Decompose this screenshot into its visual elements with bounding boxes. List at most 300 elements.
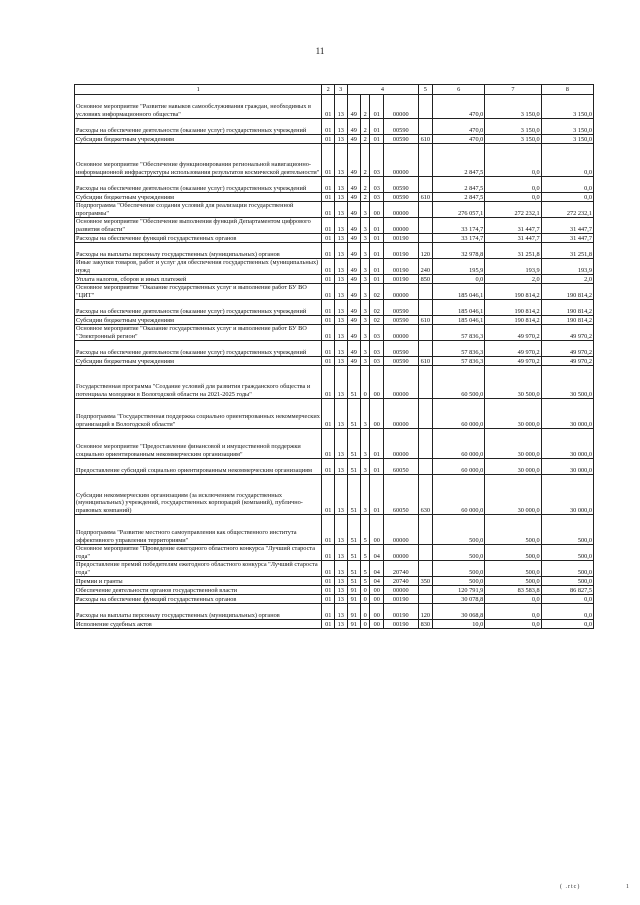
amount-year2-cell: 0,0 — [485, 604, 541, 620]
subsection-code-cell: 13 — [334, 515, 347, 545]
expense-type-cell — [418, 234, 433, 243]
direction-code-cell: 00190 — [384, 234, 418, 243]
program-code-cell: 51 — [347, 429, 361, 459]
activity-code-cell: 01 — [370, 275, 384, 284]
program-code-cell: 51 — [347, 545, 361, 561]
amount-year1-cell: 60 000,0 — [433, 429, 485, 459]
activity-code-cell: 01 — [370, 475, 384, 515]
amount-year2-cell: 0,0 — [485, 177, 541, 193]
table-row — [75, 300, 594, 316]
expense-type-cell: 610 — [418, 135, 433, 144]
subprogram-code-cell: 2 — [361, 135, 370, 144]
direction-code-cell: 00000 — [384, 284, 418, 300]
subsection-code-cell: 13 — [334, 561, 347, 577]
direction-code-cell: 00590 — [384, 135, 418, 144]
row-name-cell: Исполнение судебных актов — [75, 620, 322, 629]
program-code-cell: 49 — [347, 357, 361, 366]
expense-type-cell — [418, 515, 433, 545]
section-code-cell: 01 — [322, 341, 335, 357]
row-name-cell: Расходы на обеспечение деятельности (оказание услуг) государственных учреждений — [75, 341, 322, 357]
table-row — [75, 275, 594, 284]
table-row — [75, 604, 594, 620]
table-row — [75, 135, 594, 144]
activity-code-cell: 01 — [370, 243, 384, 259]
subprogram-code-cell: 0 — [361, 595, 370, 604]
row-name-cell: Расходы на выплаты персоналу государственных (муниципальных) органов — [75, 604, 322, 620]
activity-code-cell: 01 — [370, 459, 384, 475]
direction-code-cell: 00190 — [384, 604, 418, 620]
direction-code-cell: 20740 — [384, 561, 418, 577]
amount-year2-cell: 30 000,0 — [485, 429, 541, 459]
amount-year1-cell: 0,0 — [433, 275, 485, 284]
program-code-cell: 91 — [347, 595, 361, 604]
subsection-code-cell: 13 — [334, 366, 347, 399]
amount-year2-cell: 500,0 — [485, 561, 541, 577]
program-code-cell: 49 — [347, 341, 361, 357]
subprogram-code-cell: 3 — [361, 202, 370, 218]
expense-type-cell — [418, 95, 433, 119]
amount-year2-cell: 31 251,8 — [485, 243, 541, 259]
table-row — [75, 341, 594, 357]
header-cell-8: 8 — [541, 85, 593, 95]
subsection-code-cell: 13 — [334, 545, 347, 561]
program-code-cell: 51 — [347, 515, 361, 545]
activity-code-cell: 03 — [370, 177, 384, 193]
amount-year3-cell: 3 150,0 — [541, 135, 593, 144]
amount-year3-cell: 0,0 — [541, 177, 593, 193]
activity-code-cell: 03 — [370, 144, 384, 177]
header-cell-2: 2 — [322, 85, 335, 95]
amount-year2-cell: 500,0 — [485, 577, 541, 586]
program-code-cell: 51 — [347, 459, 361, 475]
activity-code-cell: 01 — [370, 95, 384, 119]
subprogram-code-cell: 2 — [361, 95, 370, 119]
expense-type-cell: 610 — [418, 193, 433, 202]
amount-year2-cell: 190 814,2 — [485, 300, 541, 316]
direction-code-cell: 20740 — [384, 577, 418, 586]
section-code-cell: 01 — [322, 357, 335, 366]
expense-type-cell — [418, 459, 433, 475]
row-name-cell: Подпрограмма "Развитие местного самоуправления как общественного института эффективного управления территориями" — [75, 515, 322, 545]
subsection-code-cell: 13 — [334, 595, 347, 604]
program-code-cell: 49 — [347, 193, 361, 202]
direction-code-cell: 60050 — [384, 459, 418, 475]
subprogram-code-cell: 5 — [361, 545, 370, 561]
amount-year1-cell: 470,0 — [433, 135, 485, 144]
expense-type-cell: 120 — [418, 604, 433, 620]
amount-year1-cell: 185 046,1 — [433, 316, 485, 325]
activity-code-cell: 04 — [370, 577, 384, 586]
activity-code-cell: 01 — [370, 429, 384, 459]
amount-year2-cell: 30 000,0 — [485, 475, 541, 515]
direction-code-cell: 00000 — [384, 95, 418, 119]
row-name-cell: Основное мероприятие "Развитие навыков самообслуживания граждан, необходимых в условиях информационного общества" — [75, 95, 322, 119]
program-code-cell: 51 — [347, 399, 361, 429]
table-row — [75, 515, 594, 545]
section-code-cell: 01 — [322, 202, 335, 218]
direction-code-cell: 00000 — [384, 399, 418, 429]
subprogram-code-cell: 5 — [361, 515, 370, 545]
expense-type-cell: 350 — [418, 577, 433, 586]
footer-mark: ( .rtc) — [560, 884, 581, 890]
section-code-cell: 01 — [322, 177, 335, 193]
subprogram-code-cell: 3 — [361, 341, 370, 357]
row-name-cell: Основное мероприятие "Предоставление финансовой и имущественной поддержки социально ориентированным некоммерческим организациям" — [75, 429, 322, 459]
direction-code-cell: 00190 — [384, 275, 418, 284]
program-code-cell: 49 — [347, 95, 361, 119]
table-row — [75, 577, 594, 586]
expense-type-cell — [418, 366, 433, 399]
subprogram-code-cell: 3 — [361, 300, 370, 316]
section-code-cell: 01 — [322, 300, 335, 316]
program-code-cell: 49 — [347, 259, 361, 275]
amount-year3-cell: 0,0 — [541, 620, 593, 629]
subsection-code-cell: 13 — [334, 357, 347, 366]
amount-year2-cell: 30 500,0 — [485, 366, 541, 399]
subprogram-code-cell: 3 — [361, 429, 370, 459]
expense-type-cell — [418, 545, 433, 561]
table-row — [75, 218, 594, 234]
expense-type-cell: 830 — [418, 620, 433, 629]
amount-year3-cell: 30 000,0 — [541, 429, 593, 459]
amount-year1-cell: 60 000,0 — [433, 399, 485, 429]
amount-year1-cell: 33 174,7 — [433, 218, 485, 234]
subsection-code-cell: 13 — [334, 119, 347, 135]
expense-type-cell — [418, 399, 433, 429]
direction-code-cell: 00000 — [384, 515, 418, 545]
amount-year2-cell: 30 000,0 — [485, 399, 541, 429]
expense-type-cell: 610 — [418, 316, 433, 325]
header-cell-4: 4 — [347, 85, 418, 95]
section-code-cell: 01 — [322, 577, 335, 586]
direction-code-cell: 00590 — [384, 357, 418, 366]
expense-type-cell — [418, 341, 433, 357]
program-code-cell: 49 — [347, 177, 361, 193]
amount-year3-cell: 272 232,1 — [541, 202, 593, 218]
program-code-cell: 51 — [347, 577, 361, 586]
row-name-cell: Основное мероприятие "Обеспечение выполнения функций Департаментом цифрового развития области" — [75, 218, 322, 234]
header-cell-3: 3 — [334, 85, 347, 95]
row-name-cell: Расходы на выплаты персоналу государственных (муниципальных) органов — [75, 243, 322, 259]
subprogram-code-cell: 0 — [361, 586, 370, 595]
amount-year1-cell: 32 978,8 — [433, 243, 485, 259]
amount-year1-cell: 57 836,3 — [433, 357, 485, 366]
subprogram-code-cell: 5 — [361, 561, 370, 577]
amount-year1-cell: 60 000,0 — [433, 475, 485, 515]
header-cell-6: 6 — [433, 85, 485, 95]
amount-year3-cell: 86 827,5 — [541, 586, 593, 595]
amount-year3-cell: 0,0 — [541, 604, 593, 620]
table-row — [75, 284, 594, 300]
amount-year3-cell: 500,0 — [541, 545, 593, 561]
subsection-code-cell: 13 — [334, 475, 347, 515]
subsection-code-cell: 13 — [334, 399, 347, 429]
program-code-cell: 91 — [347, 586, 361, 595]
table-row — [75, 620, 594, 629]
amount-year3-cell: 193,9 — [541, 259, 593, 275]
expense-type-cell: 850 — [418, 275, 433, 284]
activity-code-cell: 00 — [370, 399, 384, 429]
table-row — [75, 119, 594, 135]
subsection-code-cell: 13 — [334, 284, 347, 300]
activity-code-cell: 03 — [370, 341, 384, 357]
subprogram-code-cell: 0 — [361, 366, 370, 399]
table-row — [75, 595, 594, 604]
activity-code-cell: 00 — [370, 202, 384, 218]
program-code-cell: 49 — [347, 243, 361, 259]
subprogram-code-cell: 3 — [361, 357, 370, 366]
amount-year3-cell: 30 000,0 — [541, 459, 593, 475]
amount-year3-cell: 190 814,2 — [541, 284, 593, 300]
row-name-cell: Расходы на обеспечение функций государственных органов — [75, 234, 322, 243]
row-name-cell: Основное мероприятие "Обеспечение функционирования региональной навигационно-информационной инфраструктуры использования результатов космической деятельности" — [75, 144, 322, 177]
table-row — [75, 561, 594, 577]
row-name-cell: Премии и гранты — [75, 577, 322, 586]
row-name-cell: Уплата налогов, сборов и иных платежей — [75, 275, 322, 284]
section-code-cell: 01 — [322, 586, 335, 595]
subsection-code-cell: 13 — [334, 316, 347, 325]
subprogram-code-cell: 3 — [361, 275, 370, 284]
subprogram-code-cell: 3 — [361, 218, 370, 234]
expense-type-cell — [418, 429, 433, 459]
row-name-cell: Обеспечение деятельности органов государственной власти — [75, 586, 322, 595]
subprogram-code-cell: 3 — [361, 259, 370, 275]
direction-code-cell: 00000 — [384, 144, 418, 177]
amount-year1-cell: 185 046,1 — [433, 300, 485, 316]
activity-code-cell: 00 — [370, 595, 384, 604]
activity-code-cell: 04 — [370, 545, 384, 561]
amount-year2-cell: 0,0 — [485, 144, 541, 177]
subprogram-code-cell: 3 — [361, 399, 370, 429]
amount-year3-cell: 49 970,2 — [541, 357, 593, 366]
row-name-cell: Расходы на обеспечение функций государственных органов — [75, 595, 322, 604]
program-code-cell: 49 — [347, 202, 361, 218]
expense-type-cell — [418, 300, 433, 316]
activity-code-cell: 00 — [370, 515, 384, 545]
table-row — [75, 234, 594, 243]
amount-year3-cell: 31 251,8 — [541, 243, 593, 259]
header-cell-5: 5 — [418, 85, 433, 95]
activity-code-cell: 01 — [370, 234, 384, 243]
amount-year2-cell: 49 970,2 — [485, 357, 541, 366]
expense-type-cell — [418, 144, 433, 177]
subprogram-code-cell: 3 — [361, 284, 370, 300]
program-code-cell: 49 — [347, 144, 361, 177]
amount-year3-cell: 30 000,0 — [541, 399, 593, 429]
subprogram-code-cell: 3 — [361, 459, 370, 475]
program-code-cell: 51 — [347, 475, 361, 515]
subprogram-code-cell: 2 — [361, 177, 370, 193]
direction-code-cell: 00000 — [384, 202, 418, 218]
amount-year1-cell: 470,0 — [433, 119, 485, 135]
amount-year2-cell: 31 447,7 — [485, 218, 541, 234]
subsection-code-cell: 13 — [334, 459, 347, 475]
subsection-code-cell: 13 — [334, 193, 347, 202]
amount-year3-cell: 49 970,2 — [541, 341, 593, 357]
table-row — [75, 475, 594, 515]
amount-year1-cell: 500,0 — [433, 561, 485, 577]
subsection-code-cell: 13 — [334, 135, 347, 144]
subprogram-code-cell: 3 — [361, 234, 370, 243]
expense-type-cell: 610 — [418, 357, 433, 366]
amount-year3-cell: 30 500,0 — [541, 366, 593, 399]
budget-table — [74, 84, 594, 629]
row-name-cell: Субсидии бюджетным учреждениям — [75, 135, 322, 144]
amount-year2-cell: 83 583,8 — [485, 586, 541, 595]
subprogram-code-cell: 3 — [361, 316, 370, 325]
table-row — [75, 316, 594, 325]
direction-code-cell: 00590 — [384, 177, 418, 193]
expense-type-cell — [418, 561, 433, 577]
activity-code-cell: 00 — [370, 620, 384, 629]
amount-year1-cell: 57 836,3 — [433, 325, 485, 341]
table-row — [75, 357, 594, 366]
direction-code-cell: 00190 — [384, 595, 418, 604]
section-code-cell: 01 — [322, 399, 335, 429]
amount-year1-cell: 60 000,0 — [433, 459, 485, 475]
section-code-cell: 01 — [322, 284, 335, 300]
subsection-code-cell: 13 — [334, 144, 347, 177]
section-code-cell: 01 — [322, 545, 335, 561]
amount-year2-cell: 0,0 — [485, 595, 541, 604]
subsection-code-cell: 13 — [334, 177, 347, 193]
direction-code-cell: 00590 — [384, 300, 418, 316]
table-row — [75, 259, 594, 275]
row-name-cell: Государственная программа "Создание условий для развития гражданского общества и потенциала молодежи в Вологодской области на 2021-2025 годы" — [75, 366, 322, 399]
row-name-cell: Расходы на обеспечение деятельности (оказание услуг) государственных учреждений — [75, 177, 322, 193]
row-name-cell: Предоставление премий победителям ежегодного областного конкурса "Лучший староста года" — [75, 561, 322, 577]
amount-year2-cell: 0,0 — [485, 193, 541, 202]
subsection-code-cell: 13 — [334, 341, 347, 357]
row-name-cell: Субсидии некоммерческим организациям (за исключением государственных (муниципальных) учреждений, государственных корпораций (компаний), публично-правовых компаний) — [75, 475, 322, 515]
amount-year3-cell: 190 814,2 — [541, 316, 593, 325]
activity-code-cell: 01 — [370, 135, 384, 144]
amount-year1-cell: 33 174,7 — [433, 234, 485, 243]
program-code-cell: 91 — [347, 604, 361, 620]
subprogram-code-cell: 0 — [361, 604, 370, 620]
section-code-cell: 01 — [322, 595, 335, 604]
subprogram-code-cell: 2 — [361, 193, 370, 202]
amount-year2-cell: 190 814,2 — [485, 284, 541, 300]
section-code-cell: 01 — [322, 459, 335, 475]
direction-code-cell: 00590 — [384, 341, 418, 357]
expense-type-cell — [418, 202, 433, 218]
amount-year1-cell: 30 078,8 — [433, 595, 485, 604]
amount-year2-cell: 193,9 — [485, 259, 541, 275]
amount-year2-cell: 30 000,0 — [485, 459, 541, 475]
section-code-cell: 01 — [322, 475, 335, 515]
amount-year2-cell: 0,0 — [485, 620, 541, 629]
row-name-cell: Подпрограмма "Государственная поддержка социально ориентированных некоммерческих организаций в Вологодской области" — [75, 399, 322, 429]
subsection-code-cell: 13 — [334, 325, 347, 341]
table-row — [75, 325, 594, 341]
subsection-code-cell: 13 — [334, 275, 347, 284]
amount-year3-cell: 49 970,2 — [541, 325, 593, 341]
activity-code-cell: 02 — [370, 316, 384, 325]
direction-code-cell: 00590 — [384, 119, 418, 135]
amount-year2-cell: 31 447,7 — [485, 234, 541, 243]
amount-year2-cell: 49 970,2 — [485, 341, 541, 357]
activity-code-cell: 00 — [370, 366, 384, 399]
activity-code-cell: 03 — [370, 193, 384, 202]
subsection-code-cell: 13 — [334, 620, 347, 629]
amount-year3-cell: 500,0 — [541, 561, 593, 577]
amount-year1-cell: 500,0 — [433, 577, 485, 586]
amount-year2-cell: 2,0 — [485, 275, 541, 284]
subsection-code-cell: 13 — [334, 243, 347, 259]
expense-type-cell — [418, 119, 433, 135]
activity-code-cell: 04 — [370, 561, 384, 577]
expense-type-cell — [418, 325, 433, 341]
amount-year1-cell: 470,0 — [433, 95, 485, 119]
program-code-cell: 91 — [347, 620, 361, 629]
amount-year1-cell: 500,0 — [433, 515, 485, 545]
program-code-cell: 49 — [347, 218, 361, 234]
expense-type-cell: 240 — [418, 259, 433, 275]
program-code-cell: 49 — [347, 135, 361, 144]
expense-type-cell — [418, 595, 433, 604]
direction-code-cell: 00000 — [384, 366, 418, 399]
row-name-cell: Основное мероприятие "Оказание государственных услуг и выполнение работ БУ ВО "ЦИТ" — [75, 284, 322, 300]
row-name-cell: Субсидии бюджетным учреждениям — [75, 193, 322, 202]
amount-year1-cell: 500,0 — [433, 545, 485, 561]
subsection-code-cell: 13 — [334, 95, 347, 119]
amount-year2-cell: 3 150,0 — [485, 119, 541, 135]
amount-year3-cell: 0,0 — [541, 144, 593, 177]
section-code-cell: 01 — [322, 515, 335, 545]
amount-year1-cell: 10,0 — [433, 620, 485, 629]
section-code-cell: 01 — [322, 218, 335, 234]
row-name-cell: Подпрограмма "Обеспечение создания условий для реализации государственной программы" — [75, 202, 322, 218]
activity-code-cell: 01 — [370, 259, 384, 275]
program-code-cell: 49 — [347, 234, 361, 243]
section-code-cell: 01 — [322, 193, 335, 202]
subprogram-code-cell: 3 — [361, 325, 370, 341]
direction-code-cell: 00000 — [384, 218, 418, 234]
amount-year3-cell: 190 814,2 — [541, 300, 593, 316]
direction-code-cell: 00190 — [384, 620, 418, 629]
activity-code-cell: 01 — [370, 119, 384, 135]
subsection-code-cell: 13 — [334, 300, 347, 316]
amount-year1-cell: 30 068,8 — [433, 604, 485, 620]
amount-year1-cell: 120 791,9 — [433, 586, 485, 595]
table-row — [75, 243, 594, 259]
row-name-cell: Основное мероприятие "Оказание государственных услуг и выполнение работ БУ ВО "Электронный регион" — [75, 325, 322, 341]
direction-code-cell: 00000 — [384, 586, 418, 595]
subsection-code-cell: 13 — [334, 218, 347, 234]
amount-year1-cell: 276 057,1 — [433, 202, 485, 218]
amount-year3-cell: 3 150,0 — [541, 119, 593, 135]
row-name-cell: Предоставление субсидий социально ориентированным некоммерческим организациям — [75, 459, 322, 475]
subprogram-code-cell: 2 — [361, 144, 370, 177]
direction-code-cell: 00000 — [384, 545, 418, 561]
expense-type-cell — [418, 284, 433, 300]
expense-type-cell — [418, 586, 433, 595]
activity-code-cell: 03 — [370, 325, 384, 341]
table-row — [75, 202, 594, 218]
amount-year3-cell: 0,0 — [541, 193, 593, 202]
amount-year2-cell: 49 970,2 — [485, 325, 541, 341]
amount-year3-cell: 31 447,7 — [541, 218, 593, 234]
section-code-cell: 01 — [322, 561, 335, 577]
row-name-cell: Расходы на обеспечение деятельности (оказание услуг) государственных учреждений — [75, 300, 322, 316]
activity-code-cell: 00 — [370, 604, 384, 620]
expense-type-cell: 120 — [418, 243, 433, 259]
activity-code-cell: 02 — [370, 300, 384, 316]
program-code-cell: 49 — [347, 284, 361, 300]
header-row — [75, 85, 594, 95]
direction-code-cell: 00000 — [384, 429, 418, 459]
